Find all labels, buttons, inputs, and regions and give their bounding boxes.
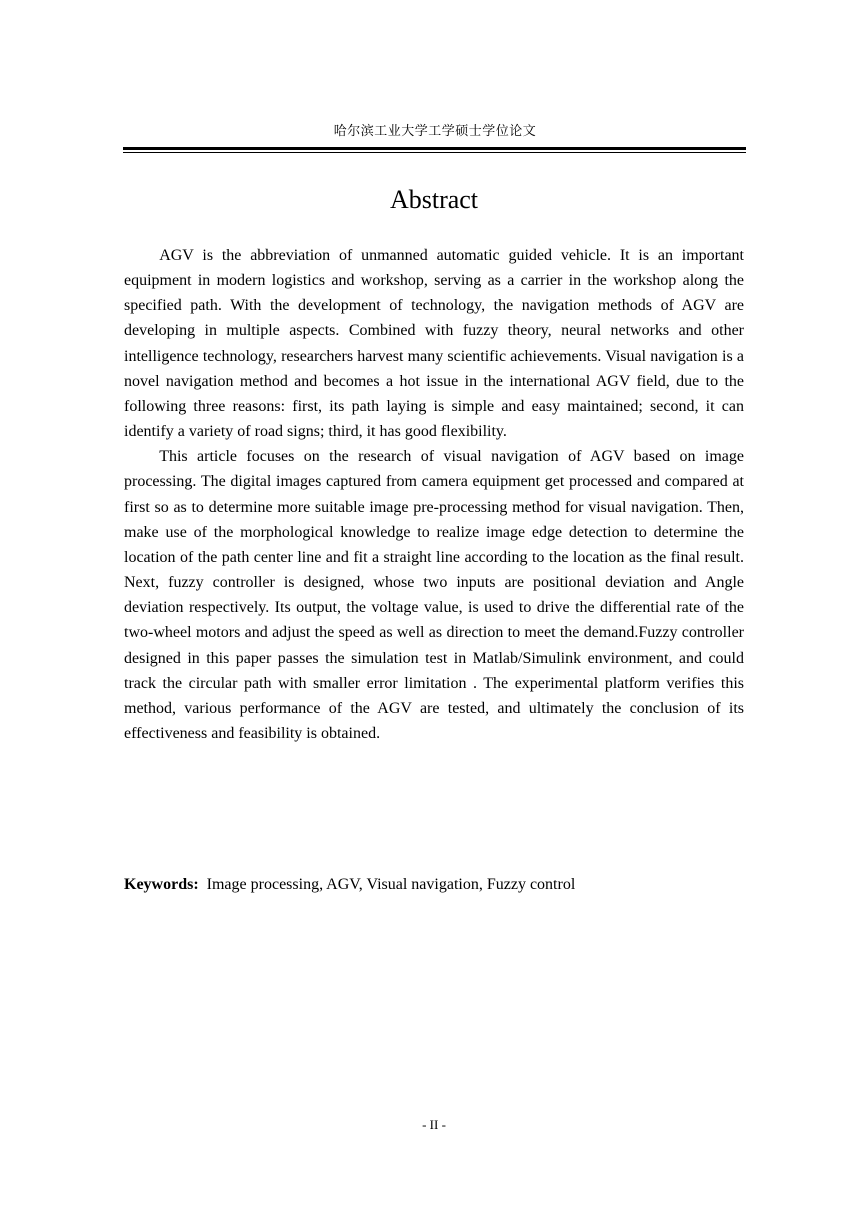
abstract-body (124, 243, 744, 746)
keywords-label: Keywords: (124, 876, 199, 893)
header-rule-thick (123, 147, 746, 150)
keywords-line (124, 872, 744, 897)
page-title: Abstract (389, 185, 479, 214)
page-number: - II - (422, 1117, 446, 1132)
abstract-paragraph-2: This article focuses on the research of visual navigation of AGV based on image processing. The digital images captured from camera equipment get processed and compared at first so as to determine more suitable image pre-processing method for visual navigation. Then, make use of the morphological knowledge to realize image edge detection to determine the location of the path center line and fit a straight line according to the location as the final result. Next, fuzzy controller is designed, whose two inputs are positional deviation and Angle deviation respectively. Its output, the voltage value, is used to drive the differential rate of the two-wheel motors and adjust the speed as well as direction to meet the demand.Fuzzy controller designed in this paper passes the simulation test in Matlab/Simulink environment, and could track the circular path with smaller error limitation . The experimental platform verifies this method, various performance of the AGV are tested, and ultimately the conclusion of its effectiveness and feasibility is obtained. (124, 448, 744, 742)
header-rule-thin (123, 152, 746, 153)
abstract-paragraph-1: AGV is the abbreviation of unmanned automatic guided vehicle. It is an important equipment in modern logistics and workshop, serving as a carrier in the workshop along the specified path. With the development of technology, the navigation methods of AGV are developing in multiple aspects. Combined with fuzzy theory, neural networks and other intelligence technology, researchers harvest many scientific achievements. Visual navigation is a novel navigation method and becomes a hot issue in the international AGV field, due to the following three reasons: first, its path laying is simple and easy maintained; second, it can identify a variety of road signs; third, it has good flexibility. (124, 247, 744, 441)
keywords-value: Image processing, AGV, Visual navigation, Fuzzy control (206, 876, 576, 893)
running-header: 哈尔滨工业大学工学硕士学位论文 (333, 123, 537, 138)
